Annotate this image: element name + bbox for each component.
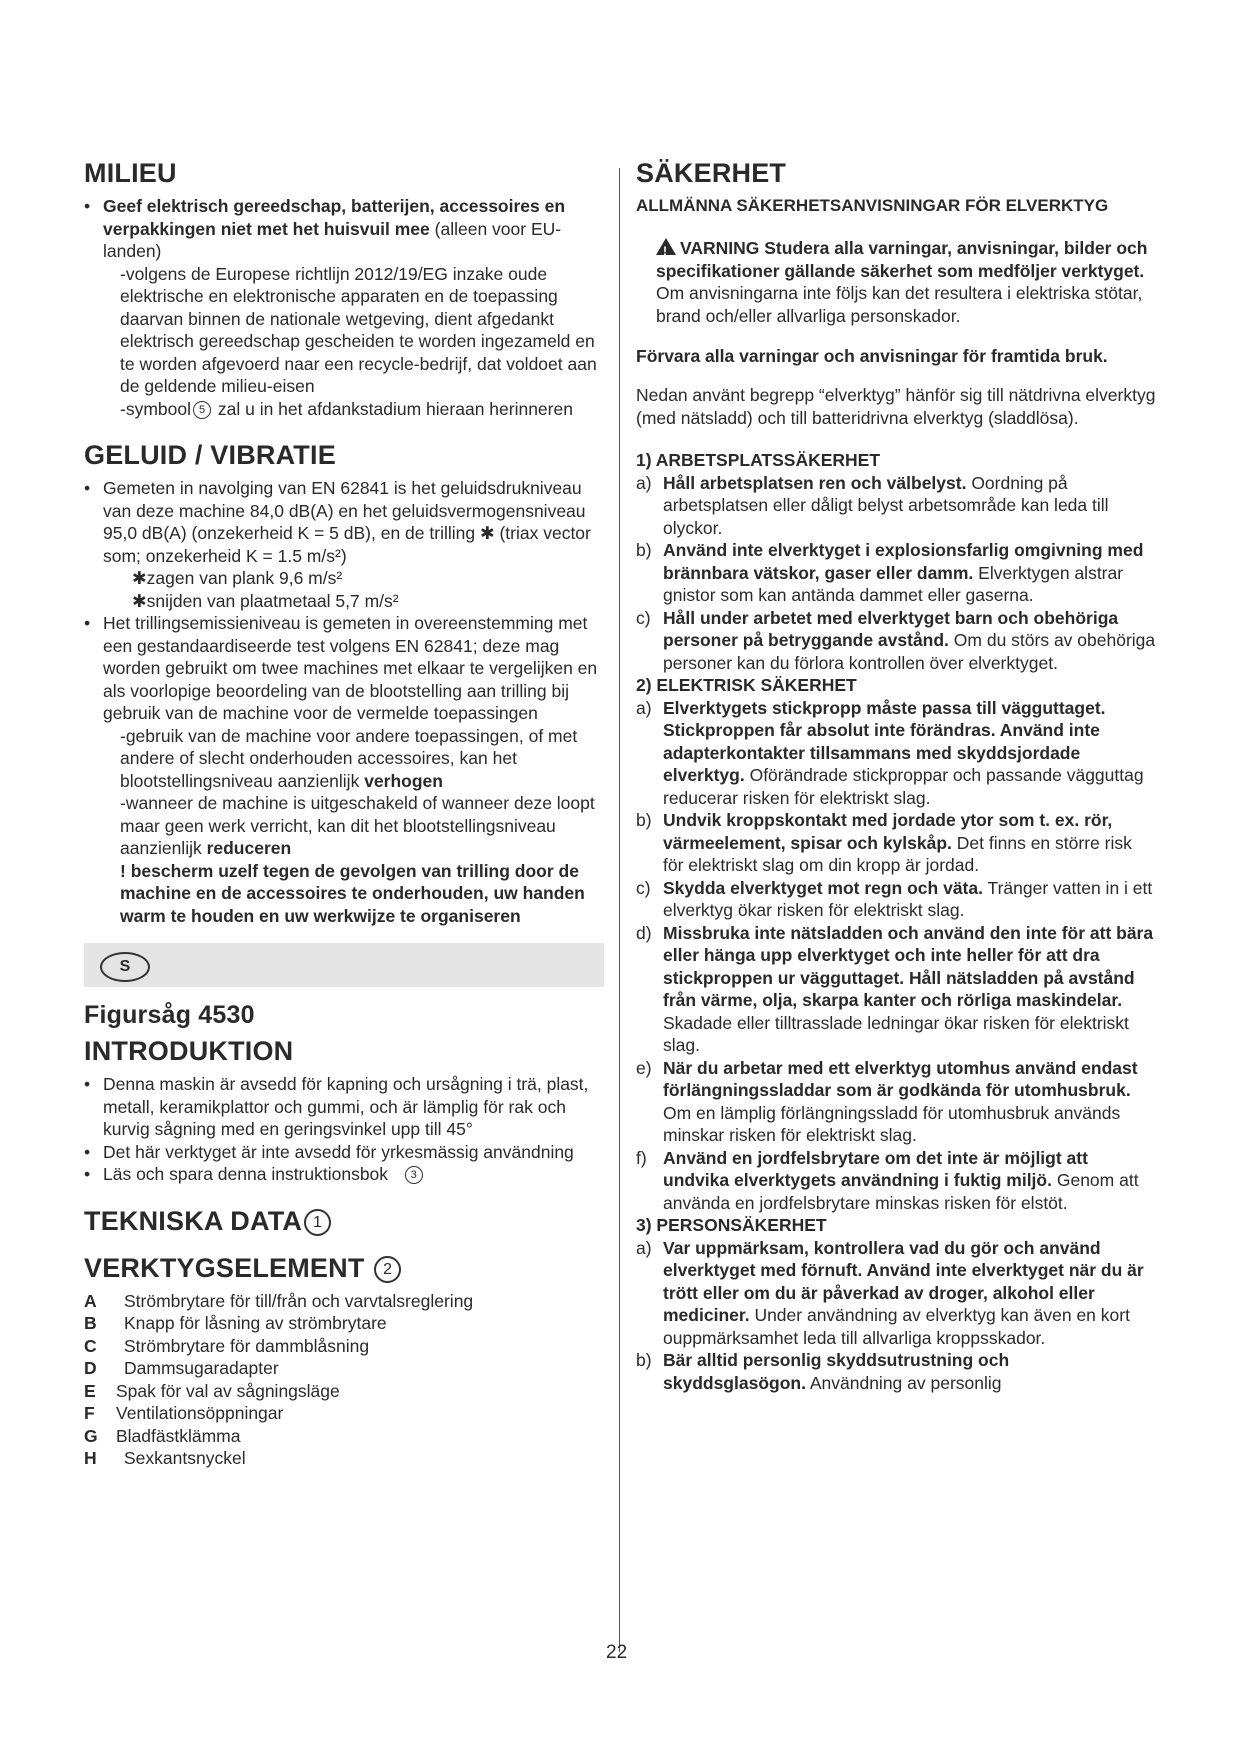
symbol-2-icon: 2 — [374, 1256, 401, 1283]
rule-1c — [636, 607, 1156, 675]
tekniska-heading — [84, 1206, 604, 1237]
part-letter: A — [84, 1290, 97, 1311]
rule-text: Användning av personlig — [805, 1372, 1002, 1393]
parts-row — [84, 1290, 604, 1313]
rule-bold: Undvik kroppskontakt med jordade ytor som t. ex. rör, värmeelement, spisar och kylskåp. — [663, 810, 1113, 853]
language-badge-s: S — [100, 952, 150, 982]
geluid-snijden: ✱snijden van plaatmetaal 5,7 m/s² — [132, 590, 399, 611]
rule-text: Oförändrade stickproppar och passande vägguttag reducerar risken för elektriskt slag. — [663, 765, 1144, 808]
part-letter: D — [84, 1358, 97, 1378]
parts-row — [84, 1312, 604, 1335]
rule-label: c) — [636, 607, 651, 628]
symbol-3-icon: 3 — [405, 1166, 423, 1184]
intro-heading: INTRODUKTION — [84, 1036, 294, 1066]
geluid-zagen: ✱zagen van plank 9,6 m/s² — [132, 568, 343, 588]
part-text: Ventilationsöppningar — [116, 1403, 284, 1423]
milieu-sub2-post: zal u in het afdankstadium hieraan herinneren — [213, 398, 573, 419]
rule-2b — [636, 809, 1156, 877]
parts-list — [84, 1290, 604, 1470]
warning-icon — [656, 238, 676, 255]
geluid-bullet-2: • Het trillingsemissieniveau is gemeten in overeenstemming met een gestandaardiseerde test volgens EN 62841; deze mag worden gebruikt om twee machines met elkaar te vergelijken en als voorlopige beoordeling van de blootstelling aan trilling bij gebruik van de machine voor de vermelde toepassingen — [84, 612, 604, 725]
part-text: Strömbrytare för dammblåsning — [124, 1335, 370, 1356]
rule-text: Om en lämplig förlängningssladd för utomhusbruk används minskar risken för elektriskt slag. — [663, 1102, 1121, 1145]
rule-bold: Håll arbetsplatsen ren och välbelyst. — [663, 472, 967, 493]
parts-row — [84, 1357, 604, 1380]
parts-row — [84, 1425, 604, 1448]
milieu-sub2 — [84, 398, 604, 421]
part-text: Spak för val av sågningsläge — [116, 1380, 340, 1401]
rule-2c — [636, 877, 1156, 922]
sakerhet-subtitle: ALLMÄNNA SÄKERHETSANVISNINGAR FÖR ELVERKTYG — [636, 196, 1109, 215]
geluid-sub1-text: -gebruik van de machine voor andere toepassingen, of met andere of slecht onderhouden accessoires, kan het blootstellingsniveau aanzienlijk — [120, 725, 578, 791]
verktyg-heading — [84, 1253, 604, 1284]
rule-bold: När du arbetar med ett elverktyg utomhus använd endast förlängningssladdar som är godkända för utomhusbruk. — [663, 1057, 1138, 1100]
column-divider — [619, 168, 620, 1652]
parts-row — [84, 1380, 604, 1403]
geluid-sub2-text: -wanneer de machine is uitgeschakeld of wanneer deze loopt maar geen werk verricht, kan dit het blootstellingsniveau aanzienlijk — [120, 793, 595, 858]
verktyg-title: VERKTYGSELEMENT — [84, 1252, 365, 1283]
part-text: Dammsugaradapter — [124, 1358, 279, 1378]
rule-2a — [636, 697, 1156, 810]
symbol-5-icon: 5 — [193, 401, 211, 419]
rule-bold: Skydda elverktyget mot regn och väta. — [663, 877, 983, 898]
rule-label: a) — [636, 472, 652, 493]
rule-text: Det finns en större risk för elektriskt slag om din kropp är jordad. — [663, 832, 1132, 875]
model-title: Figursåg 4530 — [84, 1001, 255, 1029]
rule-bold: Elverktygets stickpropp måste passa till vägguttaget. Stickproppen får absolut inte förändras. Använd inte adapterkontakter tillsammans med skyddsjordade elverktyg. — [663, 697, 1106, 785]
milieu-sub2-pre: -symbool — [120, 398, 191, 419]
parts-row — [84, 1402, 604, 1425]
rule-label: b) — [636, 540, 652, 560]
geluid-sub1 — [84, 725, 604, 793]
symbol-1-icon: 1 — [304, 1209, 331, 1236]
rule-text: Genom att använda en jordfelsbrytare minskas risken för elstöt. — [663, 1170, 1139, 1213]
part-letter: E — [84, 1380, 96, 1401]
rule-1a — [636, 472, 1156, 540]
part-letter: B — [84, 1313, 97, 1333]
milieu-heading: MILIEU — [84, 158, 177, 188]
sakerhet-heading: SÄKERHET — [636, 158, 787, 188]
geluid-sub1-bold: verhogen — [364, 770, 443, 791]
geluid-warning: ! bescherm uzelf tegen de gevolgen van trilling door de machine en de accessoires te onderhouden, uw handen warm te houden en uw werkwijze te organiseren — [120, 860, 585, 926]
part-letter: G — [84, 1425, 98, 1446]
rule-text: Oordning på arbetsplatsen eller dåligt belyst arbetsområde kan leda till olyckor. — [663, 472, 1109, 538]
rule-label: e) — [636, 1057, 652, 1078]
rule-2e — [636, 1057, 1156, 1147]
rule-bold: Använd inte elverktyget i explosionsfarlig omgivning med brännbara vätskor, gaser eller damm. — [663, 540, 1144, 583]
rule-text: Tränger vatten in i ett elverktyg ökar risken för elektriskt slag. — [663, 877, 1153, 920]
rule-bold: Missbruka inte nätsladden och använd den inte för att bära eller hänga upp elverktyget och inte heller för att dra stickproppen ur vägguttaget. Håll nätsladden på avstånd från värme, olja, skarpa kanter och rörliga maskindelar. — [663, 922, 1154, 1010]
rule-label: c) — [636, 877, 651, 898]
parts-row — [84, 1447, 604, 1470]
rule-text: Om du störs av obehöriga personer kan du förlora kontrollen över elverktyget. — [663, 630, 1156, 673]
part-letter: F — [84, 1403, 95, 1423]
rule-text: Under användning av elverktyg kan även en kort ouppmärksamhet leda till allvarliga kroppsskador. — [663, 1305, 1130, 1348]
milieu-bullet-rest: (alleen voor EU-landen) — [103, 218, 562, 261]
warning-rest: Om anvisningarna inte följs kan det resultera i elektriska stötar, brand och/eller allvarliga personskador. — [656, 283, 1143, 326]
part-text: Sexkantsnyckel — [124, 1448, 246, 1468]
rule-bold: Håll under arbetet med elverktyget barn och obehöriga personer på betryggande avstånd. — [663, 607, 1119, 650]
part-letter: C — [84, 1335, 97, 1356]
part-letter: H — [84, 1448, 97, 1468]
rule-3a — [636, 1237, 1156, 1350]
right-column — [636, 158, 1156, 1394]
intro-bullet-3 — [84, 1163, 604, 1186]
warning-paragraph — [636, 237, 1156, 327]
rule-text: Skadade eller tilltrasslade ledningar ökar risken för elektriskt slag. — [663, 1012, 1129, 1055]
section-1-heading: 1) ARBETSPLATSSÄKERHET — [636, 450, 881, 470]
geluid-heading: GELUID / VIBRATIE — [84, 440, 336, 470]
milieu-bullet-bold: Geef elektrisch gereedschap, batterijen, accessoires en verpakkingen niet met het huisvuil mee — [103, 196, 566, 239]
rule-label: b) — [636, 1350, 652, 1370]
part-text: Strömbrytare för till/från och varvtalsreglering — [124, 1290, 474, 1311]
rule-label: f) — [636, 1147, 647, 1168]
intro-bullet-1: • Denna maskin är avsedd för kapning och ursågning i trä, plast, metall, keramikplattor och gummi, och är lämplig för rak och kurvig sågning med en geringsvinkel upp till 45° — [84, 1073, 604, 1141]
definition-paragraph: Nedan använt begrepp “elverktyg” hänför sig till nätdrivna elverktyg (med nätsladd) och till batteridrivna elverktyg (sladdlösa). — [636, 385, 1156, 428]
rule-bold: Bär alltid personlig skyddsutrustning och skyddsglasögon. — [663, 1350, 1010, 1393]
milieu-sub1: -volgens de Europese richtlijn 2012/19/EG inzake oude elektrische en elektronische apparaten en de toepassing daarvan binnen de nationale wetgeving, dient afgedankt elektrisch gereedschap gescheiden te worden ingezameld en te worden afgevoerd naar een recycle-bedrijf, dat voldoet aan de geldende milieu-eisen — [120, 263, 597, 396]
rule-2f — [636, 1147, 1156, 1215]
rule-text: Elverktygen alstrar gnistor som kan antända dammet eller gaserna. — [663, 562, 1124, 605]
section-3-heading: 3) PERSONSÄKERHET — [636, 1215, 827, 1235]
intro-bullet-2: • Det här verktyget är inte avsedd för yrkesmässig användning — [84, 1141, 604, 1164]
rule-label: a) — [636, 697, 652, 718]
geluid-sub2 — [84, 792, 604, 860]
tekniska-title: TEKNISKA DATA — [84, 1205, 303, 1236]
geluid-sub2-bold: reduceren — [206, 838, 292, 858]
left-column — [84, 158, 604, 1470]
geluid-bullet-1: • Gemeten in navolging van EN 62841 is het geluidsdrukniveau van deze machine 84,0 dB(A) en het geluidsvermogensniveau 95,0 dB(A) (onzekerheid K = 5 dB), en de trilling ✱ (triax vector som; onzekerheid K = 1.5 m/s²) — [84, 477, 604, 567]
milieu-bullet — [84, 195, 604, 263]
part-text: Bladfästklämma — [116, 1425, 241, 1446]
rule-label: a) — [636, 1237, 652, 1258]
rule-label: d) — [636, 922, 652, 943]
rule-1b — [636, 539, 1156, 607]
intro-bullet-3-text: Läs och spara denna instruktionsbok — [103, 1164, 389, 1184]
page-number: 22 — [606, 1642, 628, 1663]
keep-instructions: Förvara alla varningar och anvisningar för framtida bruk. — [636, 346, 1108, 366]
rule-label: b) — [636, 810, 652, 830]
parts-row — [84, 1335, 604, 1358]
part-text: Knapp för låsning av strömbrytare — [124, 1313, 387, 1333]
section-2-heading: 2) ELEKTRISK SÄKERHET — [636, 675, 857, 695]
rule-bold: Använd en jordfelsbrytare om det inte är möjligt att undvika elverktygets användning i fuktig miljö. — [663, 1147, 1088, 1190]
rule-2d — [636, 922, 1156, 1057]
warning-bold: VARNING Studera alla varningar, anvisningar, bilder och specifikationer gällande säkerhet som medföljer verktyget. — [656, 238, 1148, 281]
rule-3b — [636, 1349, 1156, 1394]
rule-bold: Var uppmärksam, kontrollera vad du gör och använd elverktyget med förnuft. Använd inte elverktyget när du är trött eller om du är påverkad av droger, alkohol eller mediciner. — [663, 1237, 1144, 1325]
language-bar — [84, 943, 604, 987]
